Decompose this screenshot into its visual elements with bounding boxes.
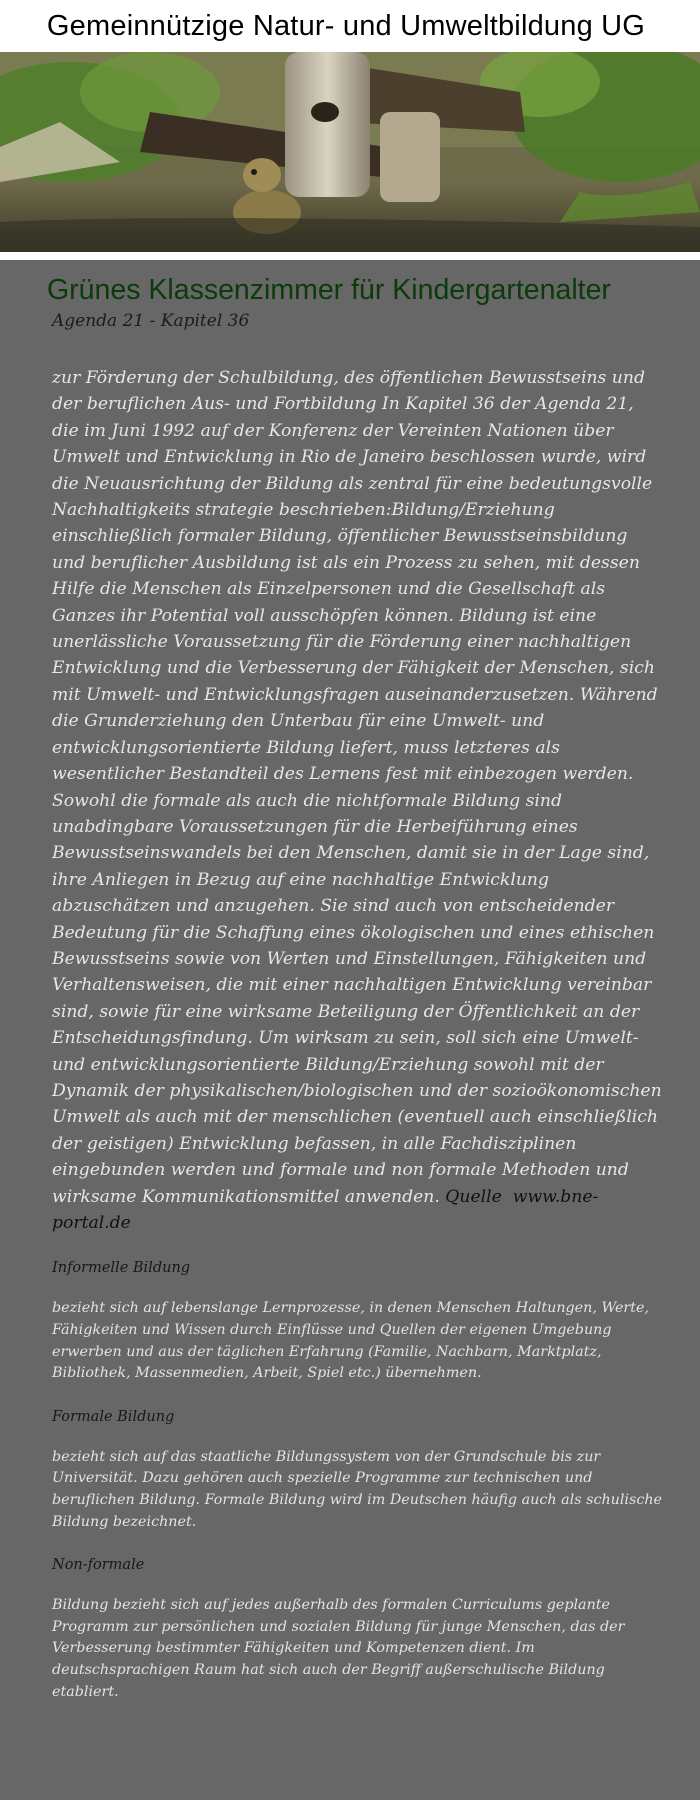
section-body-formale-bildung: bezieht sich auf das staatliche Bildungssystem von der Grundschule bis zur Universität. Dazu gehören auch spezielle Programme zur technischen und beruflichen Bildung. Formale Bildung wird im Deutschen häufig auch als schulische Bildung bezeichnet.: [52, 1448, 663, 1530]
source-link[interactable]: www.bne-portal.de: [52, 1186, 599, 1233]
section-body-non-formale: Bildung bezieht sich auf jedes außerhalb des formalen Curriculums geplante Programm zur persönlichen und sozialen Bildung für junge Menschen, das der Verbesserung bestimmter Fähigkeiten und Kompetenzen dient. Im deutschsprachigen Raum hat sich auch der Begriff außerschulische Bildung etabliert.: [52, 1597, 625, 1700]
source-label: Quelle: [445, 1186, 502, 1207]
main-content: [0, 260, 700, 1800]
section-title-informelle-bildung: Informelle Bildung: [52, 1260, 191, 1277]
site-header: [0, 0, 700, 52]
intro-text: zur Förderung der Schulbildung, des öffentlichen Bewusstseins und der beruflichen Aus- und Fortbildung In Kapitel 36 der Agenda 21, die im Juni 1992 auf der Konferenz der Vereinten Nationen über Umwelt und Entwicklung in Rio de Janeiro beschlossen wurde, wird die Neuausrichtung der Bildung als zentral für eine bedeutungsvolle Nachhaltigkeits strategie beschrieben:Bildung/Erziehung einschließlich formaler Bildung, öffentlicher Bewusstseinsbildung und beruflicher Ausbildung ist als ein Prozess zu sehen, mit dessen Hilfe die Menschen als Einzelpersonen und die Gesellschaft als Ganzes ihr Potential voll ausschöpfen können. Bildung ist eine unerlässliche Voraussetzung für die Förderung einer nachhaltigen Entwicklung und die Verbesserung der Fähigkeit der Menschen, sich mit Umwelt- und Entwicklungsfragen auseinanderzusetzen. Während die Grunderziehung den Unterbau für eine Umwelt- und entwicklungsorientierte Bildung liefert, muss letzteres als wesentlicher Bestandteil des Lernens fest mit einbezogen werden. Sowohl die formale als auch die nichtformale Bildung sind unabdingbare Voraussetzungen für die Herbeiführung eines Bewusstseinswandels bei den Menschen, damit sie in der Lage sind, ihre Anliegen in Bezug auf eine nachhaltige Entwicklung abzuschätzen und anzugehen. Sie sind auch von entscheidender Bedeutung für die Schaffung eines ökologischen und eines ethischen Bewusstseins sowie von Werten und Einstellungen, Fähigkeiten und Verhaltensweisen, die mit einer nachhaltigen Entwicklung vereinbar sind, sowie für eine wirksame Beteiligung der Öffentlichkeit an der Entscheidungsfindung. Um wirksam zu sein, soll sich eine Umwelt- und entwicklungsorientierte Bildung/Erziehung sowohl mit der Dynamik der physikalischen/biologischen und der sozioökonomischen Umwelt als auch mit der menschlichen (eventuell auch einschließlich der geistigen) Entwicklung befassen, in alle Fachdisziplinen eingebunden werden und formale und non formale Methoden und wirksame Kommunikationsmittel anwenden.: [52, 368, 662, 1207]
intro-paragraph: [52, 365, 664, 1236]
section-title-non-formale: Non-formale: [52, 1557, 145, 1574]
banner-separator: [0, 252, 700, 260]
section-title-formale-bildung: Formale Bildung: [52, 1408, 175, 1425]
banner-image: [0, 52, 700, 252]
page-subheading: Agenda 21 - Kapitel 36: [52, 311, 250, 331]
site-title: Gemeinnützige Natur- und Umweltbildung UG: [46, 9, 646, 42]
banner-photo: [0, 52, 700, 252]
page-heading: Grünes Klassenzimmer für Kindergartenalter: [47, 274, 611, 306]
section-body-informelle-bildung: bezieht sich auf lebenslange Lernprozesse, in denen Menschen Haltungen, Werte, Fähigkeiten und Wissen durch Einflüsse und Quellen der eigenen Umgebung erwerben und aus der täglichen Erfahrung (Familie, Nachbarn, Marktplatz, Bibliothek, Massenmedien, Arbeit, Spiel etc.) übernehmen.: [52, 1300, 650, 1382]
